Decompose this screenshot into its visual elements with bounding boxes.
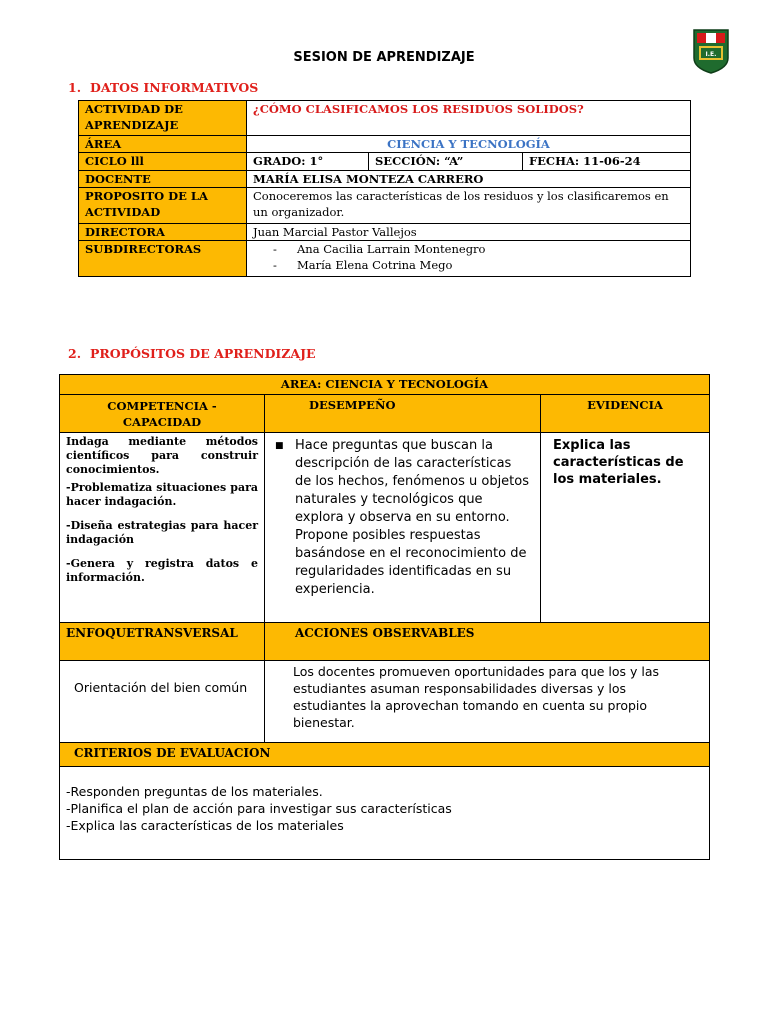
list-item: -Planifica el plan de acción para investigar sus características [66, 801, 452, 816]
grado-value: GRADO: 1° [247, 153, 369, 171]
section-number: 2. [68, 346, 82, 361]
section-title: PROPÓSITOS DE APRENDIZAJE [90, 346, 316, 361]
bullet-icon: ■ [275, 441, 284, 451]
section-heading-propositos [68, 346, 316, 361]
desempeno-text: Hace preguntas que buscan la descripción de las características de los hechos, fenómenos u objetos naturales y tecnológicos que explora y observa en su entorno. Propone posibles respuestas basándose en el reconocimiento de regularidades identificadas en su experiencia. [295, 438, 530, 597]
docente-label: DOCENTE [79, 171, 247, 188]
criterios-label: CRITERIOS DE EVALUACION [60, 743, 710, 767]
competencia-cell [60, 433, 265, 623]
enfoque-value: Orientación del bien común [60, 661, 265, 743]
list-item: -Diseña estrategias para hacer indagación [66, 519, 258, 546]
enfoque-label: ENFOQUETRANSVERSAL [60, 623, 265, 661]
criterios-list [60, 767, 710, 860]
section-number: 1. [68, 80, 82, 95]
col-evidencia-header: EVIDENCIA [541, 395, 710, 433]
list-item: Indaga mediante métodos científicos para construir conocimientos. [66, 435, 258, 476]
list-item: -Responden preguntas de los materiales. [66, 784, 323, 799]
evidencia-cell: Explica las características de los materiales. [541, 433, 710, 623]
list-item: -Problematiza situaciones para hacer indagación. [66, 481, 258, 508]
acciones-label: ACCIONES OBSERVABLES [265, 623, 710, 661]
page-title: SESION DE APRENDIZAJE [293, 50, 475, 65]
fecha-value: FECHA: 11-06-24 [523, 153, 691, 171]
area-header: AREA: CIENCIA Y TECNOLOGÍA [60, 375, 710, 395]
section-heading-datos [68, 80, 258, 95]
list-item: -Explica las características de los materiales [66, 818, 344, 833]
proposito-value: Conoceremos las características de los residuos y los clasificaremos en un organizador. [247, 188, 691, 224]
acciones-value: Los docentes promueven oportunidades para que los y las estudiantes asuman responsabilidades diversas y los estudiantes la aprovechan tomando en cuenta su propio bienestar. [265, 661, 710, 743]
list-item: - María Elena Cotrina Mego [273, 258, 453, 272]
list-item: - Ana Cacilia Larrain Montenegro [273, 242, 486, 256]
actividad-value: ¿CÓMO CLASIFICAMOS LOS RESIDUOS SOLIDOS? [247, 101, 691, 136]
subdirectoras-list [247, 241, 691, 277]
actividad-label: ACTIVIDAD DE APRENDIZAJE [79, 101, 247, 136]
ciclo-label: CICLO lll [79, 153, 247, 171]
logo-text: I.E. [705, 51, 717, 58]
area-value: CIENCIA Y TECNOLOGÍA [247, 136, 691, 153]
desempeno-cell [265, 433, 541, 623]
col-competencia-header: COMPETENCIA - CAPACIDAD [60, 395, 265, 433]
directora-label: DIRECTORA [79, 224, 247, 241]
subdirectoras-label: SUBDIRECTORAS [79, 241, 247, 277]
area-label: ÁREA [79, 136, 247, 153]
directora-value: Juan Marcial Pastor Vallejos [247, 224, 691, 241]
seccion-value: SECCIÓN: “A” [369, 153, 523, 171]
propositos-table [59, 374, 710, 860]
datos-informativos-table [78, 100, 691, 277]
section-title: DATOS INFORMATIVOS [90, 80, 259, 95]
proposito-label: PROPOSITO DE LA ACTIVIDAD [79, 188, 247, 224]
col-desempeno-header: DESEMPEÑO [265, 395, 541, 433]
docente-value: MARÍA ELISA MONTEZA CARRERO [247, 171, 691, 188]
list-item: -Genera y registra datos e información. [66, 557, 258, 584]
